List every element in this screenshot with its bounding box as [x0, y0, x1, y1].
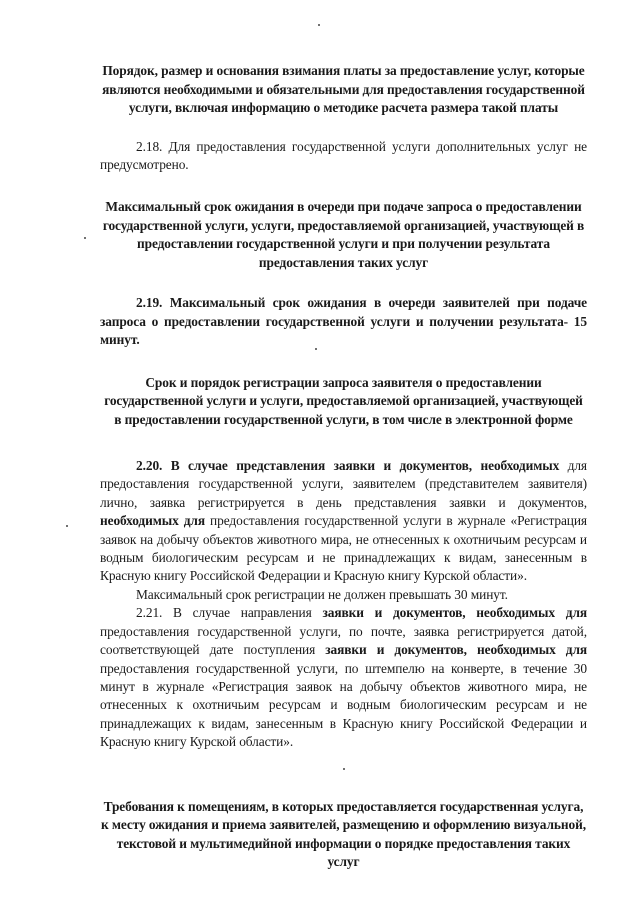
section-heading-registration: Срок и порядок регистрации запроса заявителя о предоставлении государственной услуги и услуги, предоставляемой организацией, участвующей в предоставлении государственной услуги, в том числе в электронной форме — [104, 374, 583, 427]
paragraph-2-20 — [100, 457, 587, 586]
paragraph-2-20-bold-lead: 2.20. В случае представления заявки и документов, необходимых — [136, 458, 560, 474]
section-heading-fees: Порядок, размер и основания взимания платы за предоставление услуг, которые являются необходимыми и обязательными для предоставления государственной услуги, включая информацию о методике расчета размера такой платы — [102, 63, 585, 115]
section-heading-premises: Требования к помещениям, в которых предоставляется государственная услуга, к месту ожидания и приема заявителей, размещению и оформлению визуальной, текстовой и мультимедийной информации о порядке предоставления таких услуг — [101, 798, 586, 870]
paragraph-2-19: 2.19. Максимальный срок ожидания в очереди заявителей при подаче запроса о предоставлении государственной услуги и получении результата- 15 минут. — [100, 295, 587, 348]
paragraph-2-20-text-end: предоставления государственной услуги в журнале «Регистрация заявок на добычу объектов животного мира, не отнесенных к охотничьим ресурсам и водным биологическим ресурсам и не принадлежащих к видам, занесенным в Красную книгу Российской Федерации и Красную книгу Курской области». — [100, 513, 587, 584]
paragraph-2-21-lead: 2.21. В случае направления — [136, 605, 323, 621]
paragraph-2-21-text: предоставления государственной услуги, по почте, заявка регистрируется датой, соответствующей дате поступления — [100, 623, 587, 658]
paragraph-2-18: 2.18. Для предоставления государственной услуги дополнительных услуг не предусмотрено. — [100, 138, 587, 172]
scan-speck — [84, 237, 86, 239]
paragraph-max-registration: Максимальный срок регистрации не должен превышать 30 минут. — [136, 586, 508, 602]
scan-speck — [66, 525, 68, 527]
paragraph-2-21-text-end: предоставления государственной услуги, по штемпелю на конверте, в течение 30 минут в журнале «Регистрация заявок на добычу объектов животного мира, не отнесенных к охотничьим ресурсам и водным биологическим ресурсам и не принадлежащих к видам, занесенным в Красную книгу Российской Федерации и Красную книгу Курской области». — [100, 660, 587, 750]
paragraph-2-20-text: для предоставления государственной услуги, заявителем (представителем заявителя) лично, заявка регистрируется в день представления заявки и документов, — [100, 458, 587, 510]
paragraph-2-20-bold: необходимых для — [100, 513, 205, 529]
section-heading-queue: Максимальный срок ожидания в очереди при подаче запроса о предоставлении государственной услуги, услуги, предоставляемой организацией, участвующей в предоставлении государственной услуги и при получении результата предоставления таких услуг — [102, 199, 585, 270]
paragraph-2-21 — [100, 604, 587, 751]
paragraph-2-21-bold-2: заявки и документов, необходимых для — [325, 642, 588, 658]
paragraph-2-21-bold: заявки и документов, необходимых для — [322, 605, 587, 621]
document-page — [100, 62, 587, 872]
scan-speck — [318, 24, 320, 26]
